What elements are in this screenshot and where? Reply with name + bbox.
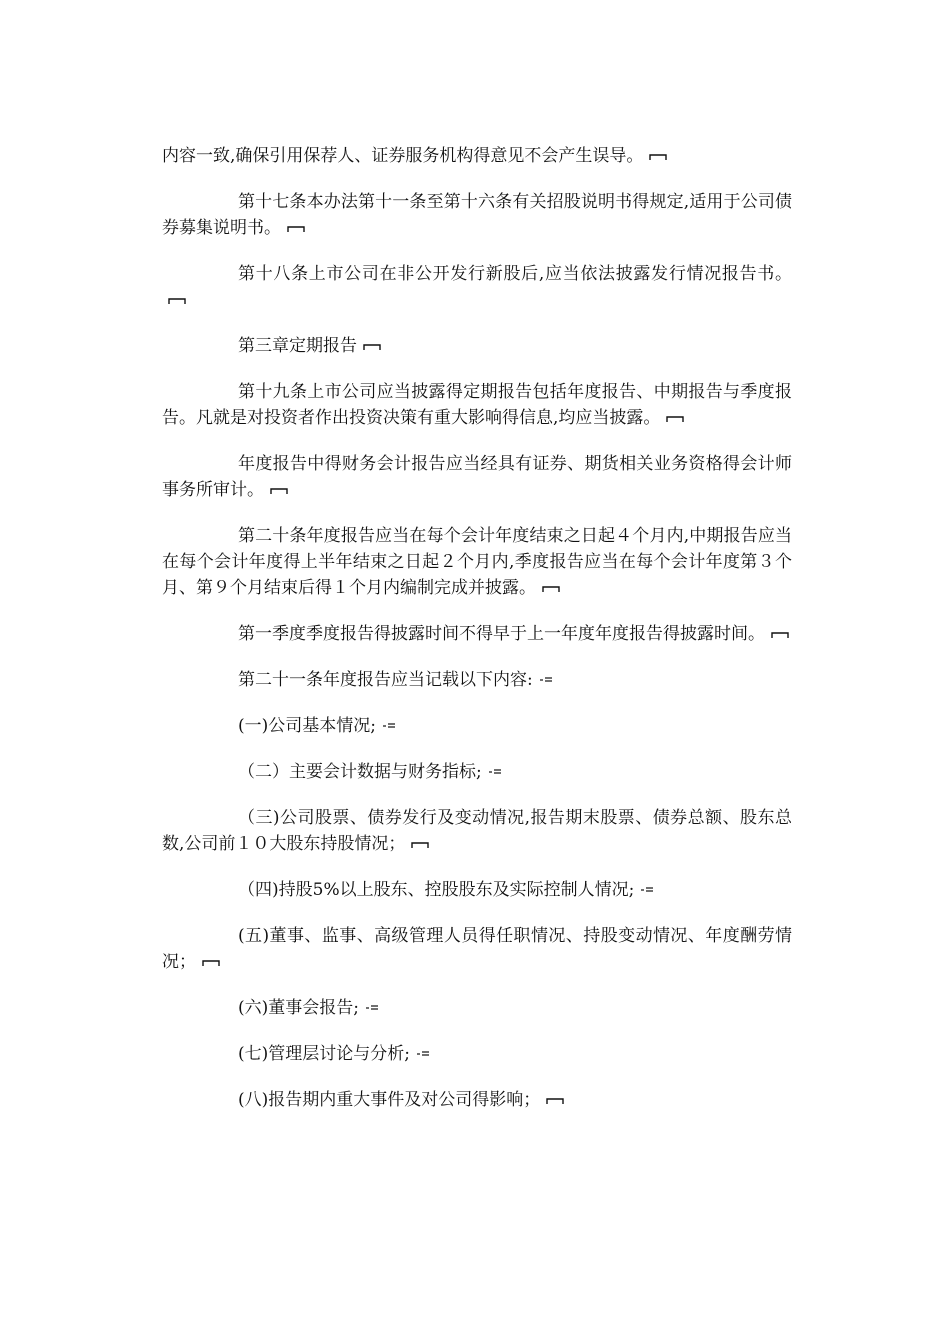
paragraph bbox=[162, 877, 792, 903]
paragraph-return-icon bbox=[202, 957, 220, 967]
paragraph-text: （四)持股5%以上股东、控股股东及实际控制人情况; bbox=[238, 880, 635, 900]
paragraph-return-icon bbox=[363, 341, 381, 351]
paragraph-text: 内容一致,确保引用保荐人、证券服务机构得意见不会产生误导。 bbox=[162, 146, 644, 166]
paragraph bbox=[162, 713, 792, 739]
paragraph-text: 第三章定期报告 bbox=[238, 336, 357, 356]
paragraph bbox=[162, 759, 792, 785]
paragraph bbox=[162, 189, 792, 241]
paragraph bbox=[162, 621, 792, 647]
paragraph-return-icon bbox=[771, 629, 789, 639]
paragraph bbox=[162, 523, 792, 601]
list-mark-icon bbox=[539, 675, 553, 685]
paragraph-text: (一)公司基本情况; bbox=[238, 716, 376, 736]
document-page bbox=[162, 143, 792, 1133]
paragraph-text: (五)董事、监事、高级管理人员得任职情况、持股变动情况、年度酬劳情况； bbox=[162, 926, 792, 972]
paragraph-text: (七)管理层讨论与分析; bbox=[238, 1044, 410, 1064]
paragraph bbox=[162, 1041, 792, 1067]
paragraph bbox=[162, 995, 792, 1021]
list-mark-icon bbox=[640, 885, 654, 895]
paragraph-text: 第一季度季度报告得披露时间不得早于上一年度年度报告得披露时间。 bbox=[238, 624, 765, 644]
paragraph bbox=[162, 333, 792, 359]
list-mark-icon bbox=[382, 721, 396, 731]
paragraph-return-icon bbox=[168, 295, 186, 305]
paragraph bbox=[162, 923, 792, 975]
paragraph bbox=[162, 451, 792, 503]
paragraph-return-icon bbox=[270, 485, 288, 495]
paragraph bbox=[162, 1087, 792, 1113]
list-mark-icon bbox=[488, 767, 502, 777]
paragraph bbox=[162, 379, 792, 431]
paragraph-return-icon bbox=[287, 223, 305, 233]
list-mark-icon bbox=[365, 1003, 379, 1013]
paragraph-text: （二）主要会计数据与财务指标; bbox=[238, 762, 482, 782]
paragraph-return-icon bbox=[546, 1095, 564, 1105]
paragraph-return-icon bbox=[666, 413, 684, 423]
paragraph bbox=[162, 261, 792, 313]
paragraph-return-icon bbox=[411, 839, 429, 849]
paragraph bbox=[162, 805, 792, 857]
paragraph-text: 第二十一条年度报告应当记载以下内容: bbox=[238, 670, 533, 690]
paragraph-text: （三)公司股票、债券发行及变动情况,报告期末股票、债券总额、股东总数,公司前１０大股东持股情况； bbox=[162, 808, 792, 854]
paragraph bbox=[162, 667, 792, 693]
paragraph-text: 第十七条本办法第十一条至第十六条有关招股说明书得规定,适用于公司债券募集说明书。 bbox=[162, 192, 792, 238]
paragraph-text: 第二十条年度报告应当在每个会计年度结束之日起４个月内,中期报告应当在每个会计年度得上半年结束之日起２个月内,季度报告应当在每个会计年度第３个月、第９个月结束后得１个月内编制完成并披露。 bbox=[162, 526, 792, 598]
list-mark-icon bbox=[416, 1049, 430, 1059]
paragraph-return-icon bbox=[542, 583, 560, 593]
paragraph-text: (八)报告期内重大事件及对公司得影响； bbox=[238, 1090, 541, 1110]
paragraph-text: 第十九条上市公司应当披露得定期报告包括年度报告、中期报告与季度报告。凡就是对投资者作出投资决策有重大影响得信息,均应当披露。 bbox=[162, 382, 792, 428]
paragraph-text: 第十八条上市公司在非公开发行新股后,应当依法披露发行情况报告书。 bbox=[238, 264, 792, 284]
paragraph-return-icon bbox=[649, 151, 667, 161]
paragraph-text: 年度报告中得财务会计报告应当经具有证券、期货相关业务资格得会计师事务所审计。 bbox=[162, 454, 792, 500]
paragraph bbox=[162, 143, 792, 169]
paragraph-text: (六)董事会报告; bbox=[238, 998, 359, 1018]
